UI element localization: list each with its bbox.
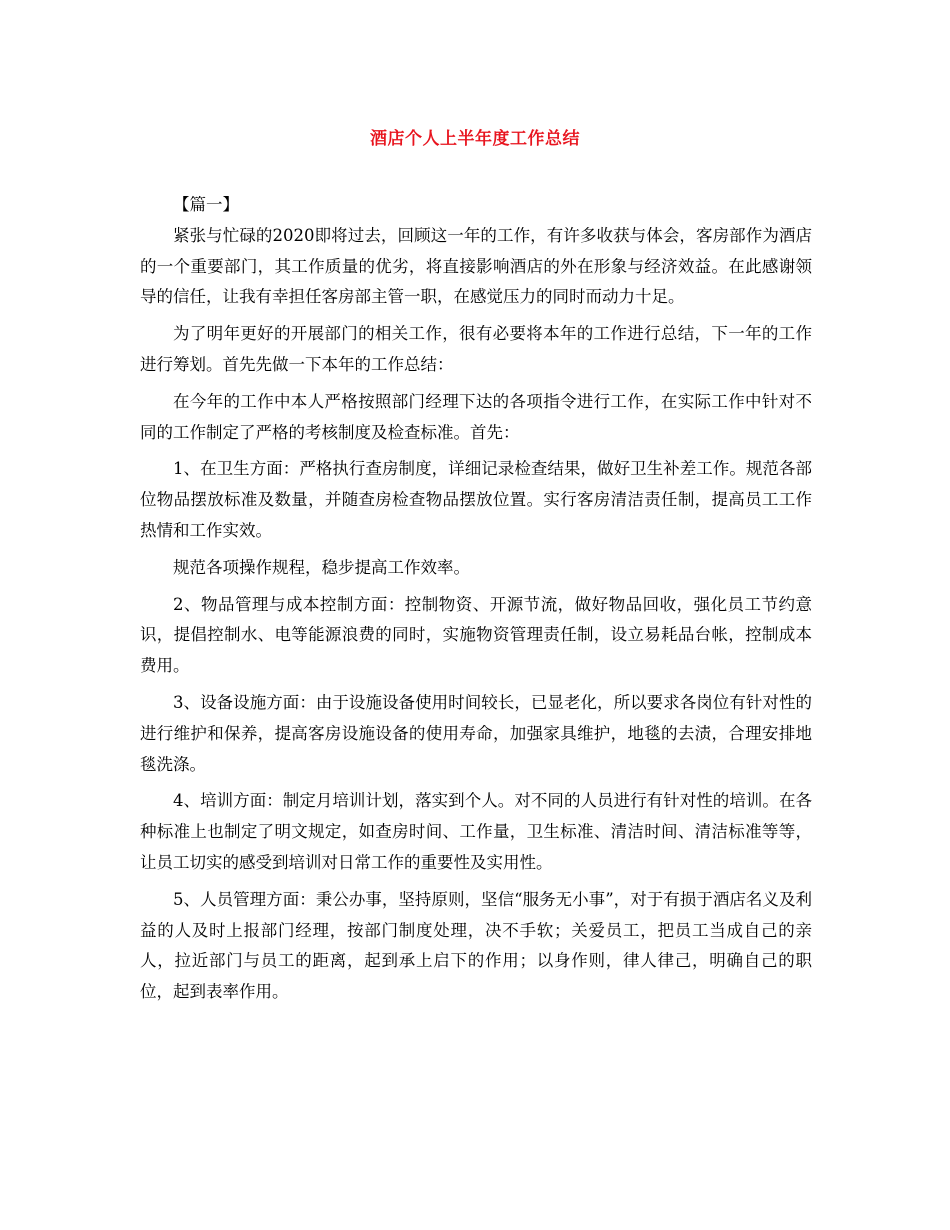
paragraph-procedures: 规范各项操作规程，稳步提高工作效率。 <box>173 557 470 577</box>
paragraph-training: 4、培训方面：制定月培训计划，落实到个人。对不同的人员进行有针对性的培训。在各种标准上也制定了明文规定，如查房时间、工作量，卫生标准、清洁时间、清洁标准等等，让员工切实的感受到培训对日常工作的重要性及实用性。 <box>140 791 812 872</box>
document-title: 酒店个人上半年度工作总结 <box>370 129 580 149</box>
document-body <box>140 190 812 1014</box>
paragraph-approach: 在今年的工作中本人严格按照部门经理下达的各项指令进行工作，在实际工作中针对不同的工作制定了严格的考核制度及检查标准。首先： <box>140 391 812 442</box>
paragraph-intro: 紧张与忙碌的2020即将过去，回顾这一年的工作，有许多收获与体会，客房部作为酒店的一个重要部门，其工作质量的优劣，将直接影响酒店的外在形象与经济效益。在此感谢领导的信任，让我有幸担任客房部主管一职，在感觉压力的同时而动力十足。 <box>140 225 812 307</box>
section-label: 【篇一】 <box>173 195 239 214</box>
paragraph-cost-control: 2、物品管理与成本控制方面：控制物资、开源节流，做好物品回收，强化员工节约意识，提倡控制水、电等能源浪费的同时，实施物资管理责任制，设立易耗品台帐，控制成本费用。 <box>140 594 812 676</box>
paragraph-plan: 为了明年更好的开展部门的相关工作，很有必要将本年的工作进行总结，下一年的工作进行筹划。首先先做一下本年的工作总结： <box>140 324 812 374</box>
paragraph-equipment: 3、设备设施方面：由于设施设备使用时间较长，已显老化，所以要求各岗位有针对性的进行维护和保养，提高客房设施设备的使用寿命，加强家具维护，地毯的去渍，合理安排地毯洗涤。 <box>140 692 812 774</box>
paragraph-staff-management: 5、人员管理方面：秉公办事，坚持原则，坚信“服务无小事”，对于有损于酒店名义及利益的人及时上报部门经理，按部门制度处理，决不手软；关爱员工，把员工当成自己的亲人，拉近部门与员工的距离，起到承上启下的作用；以身作则，律人律己，明确自己的职位，起到表率作用。 <box>140 889 812 1002</box>
paragraph-hygiene: 1、在卫生方面：严格执行查房制度，详细记录检查结果，做好卫生补差工作。规范各部位物品摆放标准及数量，并随查房检查物品摆放位置。实行客房清洁责任制，提高员工工作热情和工作实效。 <box>140 459 812 540</box>
